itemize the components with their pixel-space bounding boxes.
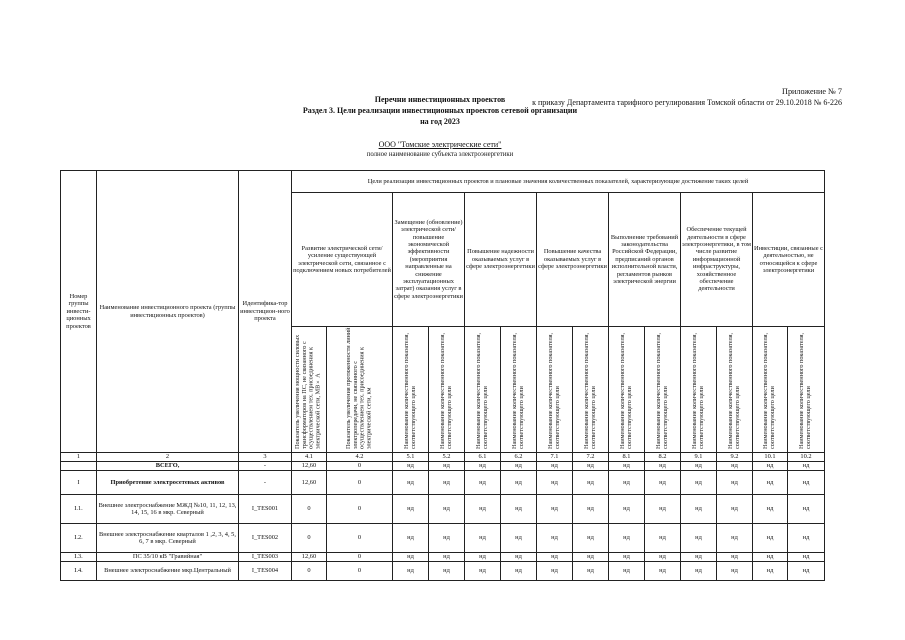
column-number: 2 — [97, 453, 239, 462]
value-nd: нд — [429, 495, 465, 524]
row-id: I_TES004 — [239, 562, 292, 581]
column-numbers-row — [61, 453, 825, 462]
heading-line-3: на год 2023 — [420, 117, 460, 126]
header-indicator-name: Наименование количественного показателя, соответствующего цели — [537, 327, 573, 453]
value-4-1: 12,60 — [292, 471, 327, 495]
value-nd: нд — [753, 553, 788, 562]
header-goal-replacement: Замещение (обновление) электрической сети/повышение экономической эффективности (мероприятия направленные на снижение эксплуатационных затрат) оказания услуг в сфере электроэнергетики — [393, 193, 465, 327]
value-nd: нд — [537, 471, 573, 495]
value-nd: нд — [609, 562, 645, 581]
value-nd: нд — [645, 562, 681, 581]
row-id: I_TES003 — [239, 553, 292, 562]
row-number: I — [61, 471, 97, 495]
row-number: I.1. — [61, 495, 97, 524]
value-4-1: 0 — [292, 562, 327, 581]
header-indicator-name: Наименование количественного показателя, соответствующего цели — [393, 327, 429, 453]
header-goal-operations: Обеспечение текущей деятельности в сфере электроэнергетики, в том числе развитие информационной инфраструктуры, хозяйственное обеспечение деятельности — [681, 193, 753, 327]
heading-line-2: Раздел 3. Цели реализации инвестиционных проектов сетевой организации — [302, 106, 578, 115]
value-nd: нд — [788, 462, 825, 471]
column-number: 7.2 — [573, 453, 609, 462]
value-nd: нд — [717, 524, 753, 553]
value-nd: нд — [393, 524, 429, 553]
row-name: Приобретение электросетевых активов — [97, 471, 239, 495]
header-project-id: Идентифика-тор инвестицион-ного проекта — [239, 171, 292, 453]
org-caption: полное наименование субъекта электроэнергетики — [366, 151, 514, 158]
row-number: I.4. — [61, 562, 97, 581]
org-name: ООО "Томские электрические сети" — [378, 140, 502, 149]
column-number: 5.2 — [429, 453, 465, 462]
value-nd: нд — [393, 562, 429, 581]
value-4-2: 0 — [327, 462, 393, 471]
table-row — [61, 471, 825, 495]
column-number: 6.2 — [501, 453, 537, 462]
column-number: 10.2 — [788, 453, 825, 462]
value-nd: нд — [537, 462, 573, 471]
row-id: I_TES002 — [239, 524, 292, 553]
header-goal-quality: Повышение качества оказываемых услуг в сфере электроэнергетики — [537, 193, 609, 327]
row-id: - — [239, 471, 292, 495]
appendix-title: Приложение № 7 — [782, 87, 842, 96]
value-nd: нд — [501, 462, 537, 471]
heading-line-1: Перечни инвестиционных проектов — [374, 95, 506, 104]
column-number: 4.1 — [292, 453, 327, 462]
header-indicator-name: Наименование количественного показателя, соответствующего цели — [609, 327, 645, 453]
value-nd: нд — [717, 495, 753, 524]
value-nd: нд — [573, 553, 609, 562]
value-nd: нд — [788, 524, 825, 553]
value-nd: нд — [681, 462, 717, 471]
column-number: 5.1 — [393, 453, 429, 462]
value-nd: нд — [681, 553, 717, 562]
header-goal-legislation: Выполнение требований законодательства Российской Федерации, предписаний органов исполнительной власти, регламентов рынков электрической энергии — [609, 193, 681, 327]
header-indicator-name: Наименование количественного показателя, соответствующего цели — [465, 327, 501, 453]
column-number: 8.1 — [609, 453, 645, 462]
value-nd: нд — [788, 495, 825, 524]
value-nd: нд — [681, 562, 717, 581]
value-4-2: 0 — [327, 495, 393, 524]
value-nd: нд — [501, 562, 537, 581]
value-nd: нд — [609, 495, 645, 524]
value-nd: нд — [537, 495, 573, 524]
value-nd: нд — [429, 462, 465, 471]
value-nd: нд — [465, 562, 501, 581]
row-name: Внешнее электроснабжение мкр.Центральный — [97, 562, 239, 581]
value-nd: нд — [573, 462, 609, 471]
value-nd: нд — [537, 524, 573, 553]
header-indicator-name: Наименование количественного показателя, соответствующего цели — [429, 327, 465, 453]
value-nd: нд — [501, 553, 537, 562]
value-4-2: 0 — [327, 524, 393, 553]
value-4-2: 0 — [327, 562, 393, 581]
value-nd: нд — [393, 462, 429, 471]
value-nd: нд — [609, 471, 645, 495]
row-number: I.3. — [61, 553, 97, 562]
table-row-total — [61, 462, 825, 471]
header-goal-development: Развитие электрической сети/усиление существующей электрической сети, связанное с подключением новых потребителей — [292, 193, 393, 327]
value-4-1: 0 — [292, 495, 327, 524]
header-goal-non-energy: Инвестиции, связанные с деятельностью, не относящейся к сфере электроэнергетики — [753, 193, 825, 327]
value-nd: нд — [788, 562, 825, 581]
row-number: I.2. — [61, 524, 97, 553]
column-number: 3 — [239, 453, 292, 462]
value-nd: нд — [645, 471, 681, 495]
row-id: I_TES001 — [239, 495, 292, 524]
value-nd: нд — [537, 562, 573, 581]
value-nd: нд — [429, 553, 465, 562]
header-goal-reliability: Повышение надежности оказываемых услуг в сфере электроэнергетики — [465, 193, 537, 327]
column-number: 8.2 — [645, 453, 681, 462]
value-nd: нд — [753, 471, 788, 495]
value-nd: нд — [537, 553, 573, 562]
column-number: 10.1 — [753, 453, 788, 462]
value-nd: нд — [788, 553, 825, 562]
value-nd: нд — [465, 471, 501, 495]
value-nd: нд — [573, 495, 609, 524]
value-nd: нд — [573, 471, 609, 495]
value-nd: нд — [465, 495, 501, 524]
value-nd: нд — [645, 495, 681, 524]
value-nd: нд — [753, 524, 788, 553]
table-row — [61, 495, 825, 524]
value-nd: нд — [573, 562, 609, 581]
value-nd: нд — [393, 471, 429, 495]
value-nd: нд — [393, 553, 429, 562]
value-nd: нд — [429, 524, 465, 553]
value-nd: нд — [645, 524, 681, 553]
table-row — [61, 524, 825, 553]
column-number: 9.2 — [717, 453, 753, 462]
value-nd: нд — [501, 471, 537, 495]
row-name: ПС 35/10 кВ "Гравийная" — [97, 553, 239, 562]
column-number: 1 — [61, 453, 97, 462]
value-nd: нд — [681, 524, 717, 553]
value-nd: нд — [717, 471, 753, 495]
value-4-1: 0 — [292, 524, 327, 553]
header-indicator-name: Наименование количественного показателя, соответствующего цели — [645, 327, 681, 453]
header-indicator-name: Наименование количественного показателя, соответствующего цели — [501, 327, 537, 453]
table-row — [61, 562, 825, 581]
value-nd: нд — [465, 553, 501, 562]
table-row — [61, 553, 825, 562]
investment-goals-table — [60, 170, 825, 581]
value-nd: нд — [501, 524, 537, 553]
value-4-2: 0 — [327, 471, 393, 495]
row-name: ВСЕГО, — [97, 462, 239, 471]
value-nd: нд — [788, 471, 825, 495]
header-indicator-name: Наименование количественного показателя, соответствующего цели — [788, 327, 825, 453]
value-nd: нд — [753, 562, 788, 581]
value-nd: нд — [609, 462, 645, 471]
row-name: Внешнее электроснабжение МЖД №10, 11, 12, 13, 14, 15, 16 в мкр. Северный — [97, 495, 239, 524]
value-4-1: 12,60 — [292, 462, 327, 471]
header-indicator-name: Наименование количественного показателя, соответствующего цели — [681, 327, 717, 453]
column-number: 4.2 — [327, 453, 393, 462]
value-nd: нд — [681, 471, 717, 495]
column-number: 7.1 — [537, 453, 573, 462]
header-indicator-length: Показатель увеличения протяженности линий электропередачи, не связанного с осуществлением тех. присоединения к электрической сети, км — [327, 327, 393, 453]
header-indicator-name: Наименование количественного показателя, соответствующего цели — [753, 327, 788, 453]
row-name: Внешнее электроснабжение кварталов 1 ,2, 3, 4, 5, 6, 7 в мкр. Северный — [97, 524, 239, 553]
header-indicator-name: Наименование количественного показателя, соответствующего цели — [573, 327, 609, 453]
value-nd: нд — [465, 524, 501, 553]
column-number: 9.1 — [681, 453, 717, 462]
header-indicator-name: Наименование количественного показателя, соответствующего цели — [717, 327, 753, 453]
value-nd: нд — [609, 553, 645, 562]
value-nd: нд — [429, 562, 465, 581]
value-nd: нд — [465, 462, 501, 471]
row-id: - — [239, 462, 292, 471]
header-indicator-power: Показатель увеличения мощности силовых трансформаторов на ПС, не связанного с осуществлением тех. присоединения к электрической сети, МВ×А — [292, 327, 327, 453]
value-nd: нд — [393, 495, 429, 524]
appendix-order: к приказу Департамента тарифного регулирования Томской области от 29.10.2018 № 6-226 — [532, 98, 842, 107]
value-4-2: 0 — [327, 553, 393, 562]
value-nd: нд — [753, 495, 788, 524]
row-number — [61, 462, 97, 471]
value-nd: нд — [717, 462, 753, 471]
column-number: 6.1 — [465, 453, 501, 462]
header-goals: Цели реализации инвестиционных проектов и плановые значения количественных показателей, характеризующие достижение таких целей — [292, 171, 825, 193]
value-nd: нд — [753, 462, 788, 471]
value-nd: нд — [609, 524, 645, 553]
value-nd: нд — [429, 471, 465, 495]
value-nd: нд — [717, 562, 753, 581]
value-nd: нд — [645, 553, 681, 562]
header-group-number: Номер группы инвести-ционных проектов — [61, 171, 97, 453]
value-nd: нд — [645, 462, 681, 471]
header-project-name: Наименование инвестиционного проекта (группы инвестиционных проектов) — [97, 171, 239, 453]
value-4-1: 12,60 — [292, 553, 327, 562]
value-nd: нд — [501, 495, 537, 524]
value-nd: нд — [681, 495, 717, 524]
value-nd: нд — [573, 524, 609, 553]
value-nd: нд — [717, 553, 753, 562]
